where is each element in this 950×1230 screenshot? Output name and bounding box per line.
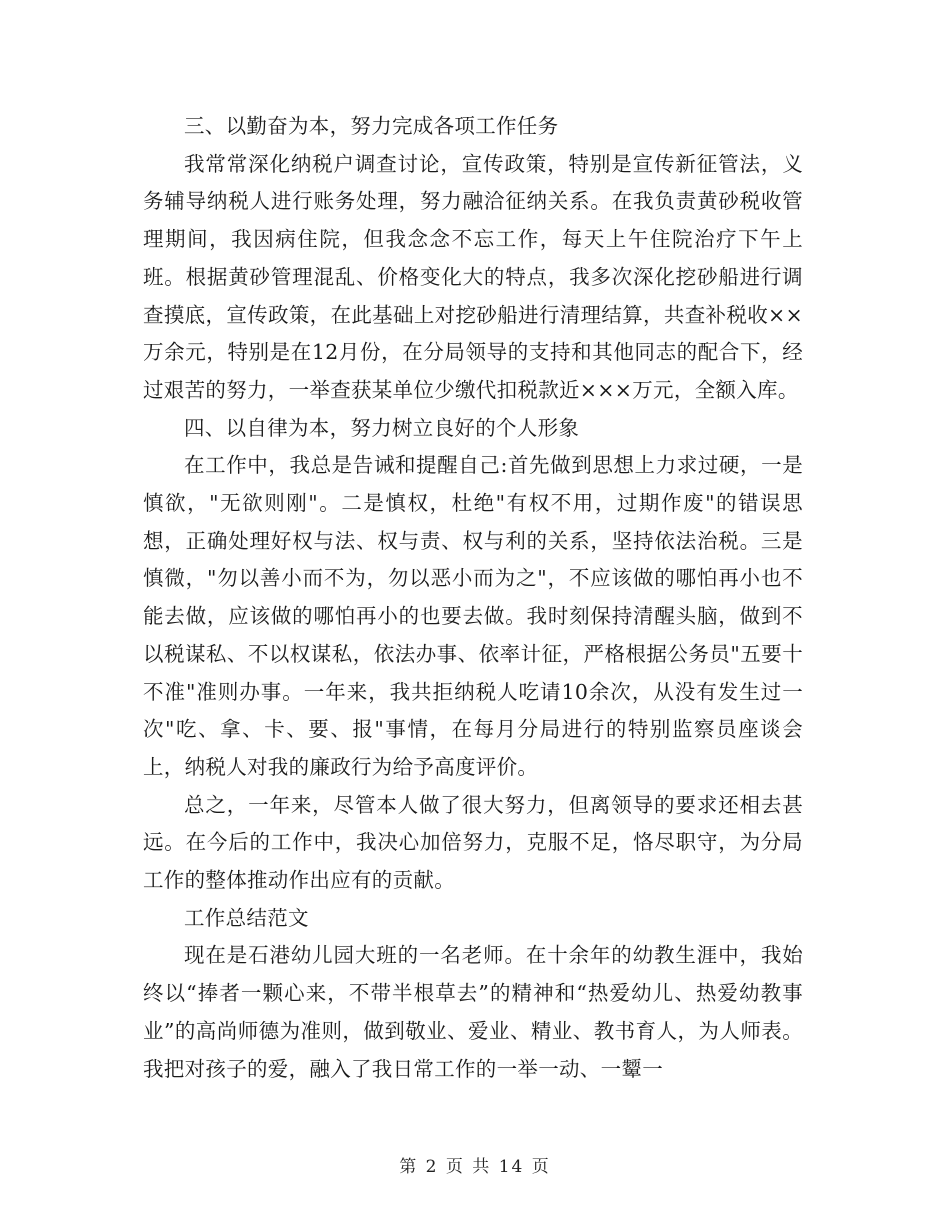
section-heading-3: 三、以勤奋为本，努力完成各项工作任务 [184,114,559,138]
paragraph-tax-investigation: 我常常深化纳税户调查讨论，宣传政策，特别是宣传新征管法，义务辅导纳税人进行账务处理，努力融洽征纳关系。在我负责黄砂税收管理期间，我因病住院，但我念念不忘工作，每天上午住院治疗下午上班。根据黄砂管理混乱、价格变化大的特点，我多次深化挖砂船进行调查摸底，宣传政策，在此基础上对挖砂船进行清理结算，共查补税收××万余元，特别是在12月份，在分局领导的支持和其他同志的配合下，经过艰苦的努力，一举查获某单位少缴代扣税款近×××万元，全额入库。 [143,151,803,402]
paragraph-conclusion: 总之，一年来，尽管本人做了很大努力，但离领导的要求还相去甚远。在今后的工作中，我决心加倍努力，克服不足，恪尽职守，为分局工作的整体推动作出应有的贡献。 [143,792,803,893]
document-body [143,108,803,1088]
paragraph-kindergarten: 现在是石港幼儿园大班的一名老师。在十余年的幼教生涯中，我始终以“捧者一颗心来，不带半根草去”的精神和“热爱幼儿、热爱幼教事业”的高尚师德为准则，做到敬业、爱业、精业、教书育人，为人师表。我把对孩子的爱，融入了我日常工作的一举一动、一颦一 [143,943,803,1081]
page-footer: 第 2 页 共 14 页 [399,1157,551,1177]
paragraph-self-discipline: 在工作中，我总是告诫和提醒自己:首先做到思想上力求过硬，一是慎欲，"无欲则刚"。二是慎权，杜绝"有权不用，过期作废"的错误思想，正确处理好权与法、权与责、权与利的关系，坚持依法治税。三是慎微，"勿以善小而不为，勿以恶小而为之"，不应该做的哪怕再小也不能去做，应该做的哪怕再小的也要去做。我时刻保持清醒头脑，做到不以税谋私、不以权谋私，依法办事、依率计征，严格根据公务员"五要十不准"准则办事。一年来，我共拒纳税人吃请10余次，从没有发生过一次"吃、拿、卡、要、报"事情，在每月分局进行的特别监察员座谈会上，纳税人对我的廉政行为给予高度评价。 [143,453,803,779]
section-heading-4: 四、以自律为本，努力树立良好的个人形象 [184,415,580,440]
section-heading-sample: 工作总结范文 [184,905,309,930]
